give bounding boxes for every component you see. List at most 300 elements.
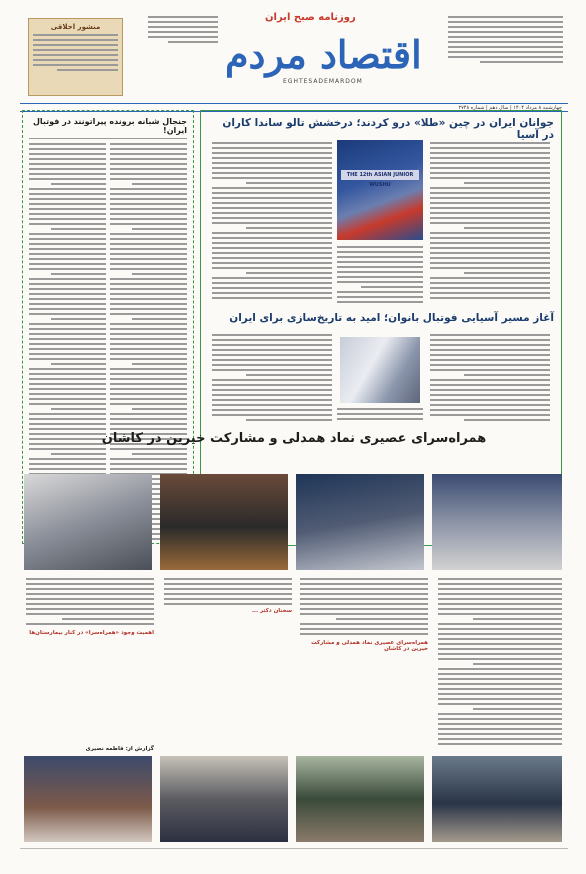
feature-col-3	[164, 578, 292, 608]
text-line	[26, 608, 154, 610]
text-line	[300, 593, 428, 595]
text-line	[26, 623, 154, 625]
text-line	[300, 578, 428, 580]
text-line	[110, 148, 187, 150]
text-line	[473, 663, 562, 665]
text-line	[438, 718, 562, 720]
text-line	[438, 683, 562, 685]
text-line	[464, 374, 550, 376]
text-line	[29, 208, 106, 210]
text-line	[29, 418, 106, 420]
text-line	[110, 403, 187, 405]
text-line	[337, 281, 423, 283]
text-line	[110, 323, 187, 325]
text-line	[430, 152, 550, 154]
text-line	[212, 389, 332, 391]
text-line	[51, 228, 106, 230]
text-line	[212, 297, 332, 299]
text-line	[430, 334, 550, 336]
text-line	[212, 394, 332, 396]
text-line	[110, 223, 187, 225]
text-line	[337, 418, 423, 420]
text-line	[164, 593, 292, 595]
text-line	[51, 273, 106, 275]
text-line	[29, 413, 106, 415]
text-line	[110, 348, 187, 350]
text-line	[212, 152, 332, 154]
editorial-box	[28, 18, 123, 96]
text-line	[26, 588, 154, 590]
text-line	[29, 358, 106, 360]
text-line	[110, 343, 187, 345]
text-line	[29, 403, 106, 405]
text-line	[29, 458, 106, 460]
text-line	[110, 398, 187, 400]
text-line	[430, 379, 550, 381]
text-line	[29, 213, 106, 215]
text-line	[110, 163, 187, 165]
text-line	[29, 203, 106, 205]
text-line	[51, 183, 106, 185]
text-line	[26, 603, 154, 605]
text-line	[110, 193, 187, 195]
bottom-photo-2	[160, 756, 288, 842]
text-line	[430, 167, 550, 169]
text-line	[438, 743, 562, 745]
text-line	[29, 158, 106, 160]
feature-col-2	[300, 578, 428, 638]
text-line	[212, 147, 332, 149]
text-line	[246, 374, 332, 376]
text-line	[438, 578, 562, 580]
text-line	[29, 163, 106, 165]
text-line	[300, 598, 428, 600]
text-line	[430, 207, 550, 209]
text-line	[29, 378, 106, 380]
text-line	[337, 256, 423, 258]
text-line	[132, 228, 187, 230]
text-line	[430, 339, 550, 341]
reporter-credit: گزارش از: فاطمه نصیری	[85, 746, 154, 752]
text-line	[26, 613, 154, 615]
text-line	[438, 623, 562, 625]
text-line	[337, 296, 423, 298]
text-line	[110, 278, 187, 280]
top-article-headline: جوانان ایران در چین «طلا» درو کردند؛ درخشش تالو ساندا کاران در آسیا	[222, 117, 554, 141]
feature-photo-4	[432, 474, 562, 570]
text-line	[62, 618, 154, 620]
dateline: چهارشنبه ۸ مرداد ۱۴۰۴ | سال دهم | شماره ۲۷۴۸	[20, 103, 568, 112]
text-line	[430, 177, 550, 179]
text-line	[212, 267, 332, 269]
football-photo	[340, 337, 420, 403]
text-line	[29, 178, 106, 180]
text-line	[430, 237, 550, 239]
photo-banner: THE 12th ASIAN JUNIOR WUSHU	[341, 170, 419, 180]
text-line	[438, 688, 562, 690]
text-line	[29, 388, 106, 390]
text-line	[212, 409, 332, 411]
text-line	[430, 222, 550, 224]
text-line	[212, 399, 332, 401]
text-line	[110, 328, 187, 330]
text-line	[110, 203, 187, 205]
text-line	[164, 588, 292, 590]
text-line	[29, 353, 106, 355]
text-line	[110, 338, 187, 340]
text-line	[29, 448, 106, 450]
text-line	[212, 232, 332, 234]
feature-photo-3	[296, 474, 424, 570]
masthead-info-right	[448, 16, 563, 66]
text-line	[29, 293, 106, 295]
text-line	[212, 187, 332, 189]
text-line	[438, 638, 562, 640]
logo-eng: EGHTESADEMARDOM	[283, 78, 363, 85]
text-line	[430, 187, 550, 189]
text-line	[110, 358, 187, 360]
top-article-col-right	[430, 142, 550, 302]
text-line	[110, 208, 187, 210]
text-line	[430, 202, 550, 204]
text-line	[337, 413, 423, 415]
text-line	[164, 603, 292, 605]
text-line	[438, 613, 562, 615]
text-line	[29, 238, 106, 240]
text-line	[110, 248, 187, 250]
text-line	[438, 728, 562, 730]
text-line	[110, 468, 187, 470]
text-line	[430, 257, 550, 259]
text-line	[438, 603, 562, 605]
text-line	[337, 266, 423, 268]
text-line	[110, 173, 187, 175]
text-line	[29, 303, 106, 305]
text-line	[430, 212, 550, 214]
text-line	[212, 349, 332, 351]
text-line	[132, 363, 187, 365]
text-line	[51, 453, 106, 455]
second-article-col-right	[430, 334, 550, 424]
text-line	[110, 258, 187, 260]
feature-headline: همراه‌سرای عصیری نماد همدلی و مشارکت خیرین در کاشان	[101, 431, 487, 446]
text-line	[29, 463, 106, 465]
text-line	[51, 363, 106, 365]
text-line	[29, 348, 106, 350]
text-line	[430, 399, 550, 401]
feature-col-4	[26, 578, 154, 628]
text-line	[29, 168, 106, 170]
text-line	[110, 198, 187, 200]
text-line	[337, 251, 423, 253]
text-line	[110, 218, 187, 220]
text-line	[29, 278, 106, 280]
text-line	[164, 578, 292, 580]
text-line	[300, 608, 428, 610]
text-line	[110, 388, 187, 390]
feature-caption-1: همراه‌سرای عصیری نماد همدلی و مشارکت خیرین در کاشان	[311, 640, 428, 652]
text-line	[29, 338, 106, 340]
text-line	[29, 198, 106, 200]
second-article-headline: آغاز مسیر آسیایی فوتبال بانوان؛ امید به تاریخ‌سازی برای ایران	[229, 312, 554, 324]
text-line	[430, 369, 550, 371]
text-line	[438, 658, 562, 660]
masthead	[20, 10, 568, 102]
text-line	[110, 288, 187, 290]
text-line	[51, 318, 106, 320]
text-line	[110, 413, 187, 415]
text-line	[430, 409, 550, 411]
text-line	[110, 448, 187, 450]
text-line	[212, 192, 332, 194]
logo	[225, 12, 440, 86]
logo-sub: روزنامه صبح ایران	[265, 12, 356, 23]
text-line	[212, 162, 332, 164]
text-line	[337, 301, 423, 303]
text-line	[430, 384, 550, 386]
text-line	[300, 613, 428, 615]
second-article-col-left	[212, 334, 332, 424]
text-line	[246, 272, 332, 274]
text-line	[430, 247, 550, 249]
text-line	[430, 147, 550, 149]
text-line	[51, 408, 106, 410]
text-line	[212, 212, 332, 214]
text-line	[29, 383, 106, 385]
text-line	[29, 283, 106, 285]
text-line	[29, 298, 106, 300]
text-line	[110, 333, 187, 335]
text-line	[110, 463, 187, 465]
text-line	[430, 157, 550, 159]
text-line	[212, 369, 332, 371]
text-line	[438, 643, 562, 645]
text-line	[212, 257, 332, 259]
feature-caption-3: اهمیت وجود «همراه‌سرا» در کنار بیمارستان‌ها	[29, 630, 154, 636]
text-line	[212, 172, 332, 174]
text-line	[110, 293, 187, 295]
feature-photo-1	[24, 474, 152, 570]
editorial-title: منشور اخلاقی	[50, 23, 101, 31]
text-line	[110, 143, 187, 145]
text-line	[29, 468, 106, 470]
text-line	[212, 157, 332, 159]
text-line	[464, 272, 550, 274]
text-line	[110, 428, 187, 430]
text-line	[300, 628, 428, 630]
text-line	[438, 733, 562, 735]
text-line	[430, 349, 550, 351]
text-line	[473, 708, 562, 710]
text-line	[110, 308, 187, 310]
text-line	[337, 261, 423, 263]
top-article-col-mid	[337, 246, 423, 306]
text-line	[430, 404, 550, 406]
second-article-col-mid	[337, 408, 423, 423]
text-line	[430, 252, 550, 254]
text-line	[110, 298, 187, 300]
text-line	[246, 419, 332, 421]
text-line	[110, 423, 187, 425]
text-line	[132, 408, 187, 410]
masthead-info-left	[148, 16, 218, 46]
text-line	[110, 353, 187, 355]
text-line	[110, 383, 187, 385]
text-line	[212, 344, 332, 346]
text-line	[26, 598, 154, 600]
text-line	[29, 313, 106, 315]
text-line	[132, 273, 187, 275]
text-line	[29, 188, 106, 190]
text-line	[29, 218, 106, 220]
text-line	[29, 173, 106, 175]
text-line	[438, 723, 562, 725]
editorial-text	[33, 34, 118, 71]
text-line	[212, 252, 332, 254]
text-line	[110, 268, 187, 270]
text-line	[361, 286, 423, 288]
text-line	[29, 253, 106, 255]
text-line	[438, 668, 562, 670]
text-line	[212, 277, 332, 279]
text-line	[430, 277, 550, 279]
text-line	[29, 143, 106, 145]
text-line	[29, 248, 106, 250]
text-line	[110, 178, 187, 180]
feature-photo-2	[160, 474, 288, 570]
text-line	[110, 253, 187, 255]
text-line	[29, 343, 106, 345]
text-line	[212, 292, 332, 294]
text-line	[110, 158, 187, 160]
wushu-photo	[337, 140, 423, 240]
text-line	[246, 182, 332, 184]
text-line	[110, 263, 187, 265]
text-line	[26, 578, 154, 580]
text-line	[212, 242, 332, 244]
text-line	[212, 197, 332, 199]
text-line	[438, 653, 562, 655]
text-line	[212, 222, 332, 224]
text-line	[212, 334, 332, 336]
text-line	[212, 364, 332, 366]
text-line	[29, 268, 106, 270]
text-line	[438, 703, 562, 705]
text-line	[29, 243, 106, 245]
text-line	[430, 282, 550, 284]
text-line	[110, 168, 187, 170]
text-line	[430, 287, 550, 289]
text-line	[29, 308, 106, 310]
bottom-photo-3	[296, 756, 424, 842]
text-line	[300, 633, 428, 635]
text-line	[110, 233, 187, 235]
text-line	[110, 303, 187, 305]
text-line	[438, 648, 562, 650]
text-line	[26, 593, 154, 595]
text-line	[132, 183, 187, 185]
text-line	[438, 673, 562, 675]
text-line	[29, 263, 106, 265]
text-line	[212, 142, 332, 144]
text-line	[29, 393, 106, 395]
text-line	[438, 598, 562, 600]
text-line	[246, 227, 332, 229]
top-article-col-left	[212, 142, 332, 302]
logo-main: اقتصاد مردم	[225, 32, 422, 77]
text-line	[29, 328, 106, 330]
text-line	[212, 414, 332, 416]
text-line	[430, 142, 550, 144]
text-line	[430, 292, 550, 294]
text-line	[110, 153, 187, 155]
text-line	[464, 227, 550, 229]
text-line	[110, 418, 187, 420]
text-line	[430, 242, 550, 244]
text-line	[212, 217, 332, 219]
text-line	[464, 419, 550, 421]
text-line	[300, 603, 428, 605]
text-line	[212, 354, 332, 356]
text-line	[430, 217, 550, 219]
text-line	[164, 598, 292, 600]
text-line	[110, 393, 187, 395]
text-line	[29, 233, 106, 235]
text-line	[438, 608, 562, 610]
text-line	[300, 583, 428, 585]
text-line	[212, 177, 332, 179]
text-line	[212, 262, 332, 264]
text-line	[164, 583, 292, 585]
text-line	[464, 182, 550, 184]
text-line	[438, 698, 562, 700]
text-line	[29, 333, 106, 335]
text-line	[132, 318, 187, 320]
text-line	[438, 593, 562, 595]
text-line	[337, 408, 423, 410]
bottom-photo-4	[432, 756, 562, 842]
text-line	[212, 167, 332, 169]
text-line	[29, 258, 106, 260]
text-line	[29, 368, 106, 370]
text-line	[212, 404, 332, 406]
text-line	[29, 398, 106, 400]
text-line	[430, 162, 550, 164]
footer-rule	[20, 848, 568, 849]
text-line	[430, 344, 550, 346]
text-line	[430, 414, 550, 416]
text-line	[337, 291, 423, 293]
text-line	[212, 202, 332, 204]
text-line	[300, 623, 428, 625]
text-line	[212, 237, 332, 239]
text-line	[430, 394, 550, 396]
text-line	[430, 389, 550, 391]
text-line	[438, 678, 562, 680]
text-line	[110, 213, 187, 215]
text-line	[29, 428, 106, 430]
text-line	[110, 313, 187, 315]
text-line	[110, 243, 187, 245]
text-line	[212, 379, 332, 381]
text-line	[26, 583, 154, 585]
text-line	[430, 364, 550, 366]
feature-col-1	[438, 578, 562, 748]
text-line	[29, 223, 106, 225]
text-line	[29, 423, 106, 425]
text-line	[438, 633, 562, 635]
text-line	[212, 287, 332, 289]
